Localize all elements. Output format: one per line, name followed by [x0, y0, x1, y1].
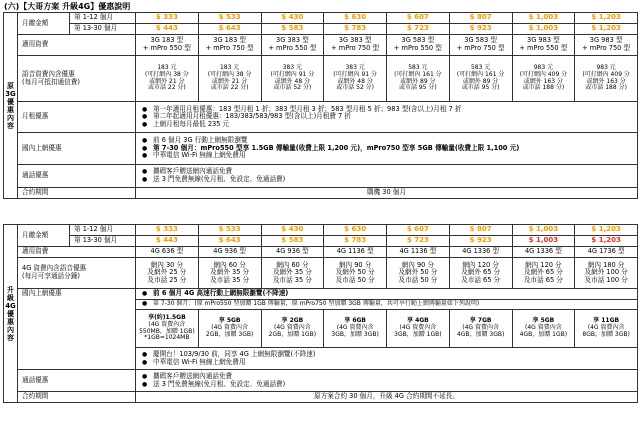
voice-cell: 網內 90 分 及網外 50 分 及市話 50 分: [387, 258, 450, 289]
net-second: [136, 300, 638, 310]
list-item: ● 前 6 個月 3G 行動上網無限瀏覽: [142, 137, 637, 145]
list-item: ● 第一年適用月租優惠：183 型月租 1 折；383 型月租 3 折；583 型月租 5 折；983 型(含以上)月租 7 折: [142, 106, 637, 114]
list-item: ● 中華電信 Wi-Fi 無線上網免費用: [142, 359, 637, 367]
fee-cell: 4G 1336 型: [449, 247, 512, 258]
data-cell: 享 2GB (4G 資費內含 2GB，加贈 1GB): [261, 310, 324, 348]
data-cell: 享 7GB (4G 資費內含 4GB，加贈 3GB): [449, 310, 512, 348]
price-cell: $ 1,003: [512, 236, 575, 247]
fee-cell: 4G 1136 型: [324, 247, 387, 258]
list-item: ● 上網月租每月最低 235 元: [142, 121, 637, 129]
price-cell: $ 533: [198, 13, 261, 24]
price-cell: $ 1,003: [512, 24, 575, 35]
fee-cell: 3G 583 型 + mPro 750 型: [449, 35, 512, 56]
price-cell: $ 807: [449, 225, 512, 236]
fee-cell: 3G 383 型 + mPro 750 型: [324, 35, 387, 56]
price-cell: $ 1,203: [575, 13, 638, 24]
voice-cell: 183 元 (可打網內 38 分 或網外 21 分 或市話 22 分): [136, 56, 199, 102]
price-cell: $ 723: [387, 24, 450, 35]
original-3g-table: [3, 12, 638, 199]
voice-cell: 183 元 (可打網內 38 分 或網外 21 分 或市話 22 分): [198, 56, 261, 102]
price-cell: $ 807: [449, 13, 512, 24]
fee-cell: 3G 183 型 + mPro 750 型: [198, 35, 261, 56]
price-cell: $ 607: [387, 225, 450, 236]
price-cell: $ 430: [261, 13, 324, 24]
page-title: (六)【大哥方案 升級4G】優惠說明: [4, 2, 131, 11]
net-first: [136, 289, 638, 300]
data-cell: 享 4GB (4G 資費內含 3GB，加贈 1GB): [387, 310, 450, 348]
fee-cell: 4G 1336 型: [512, 247, 575, 258]
price-cell: $ 1,203: [575, 236, 638, 247]
fee-cell: 4G 1736 型: [575, 247, 638, 258]
price-cell: $ 533: [198, 225, 261, 236]
price-cell: $ 723: [387, 236, 450, 247]
voice-cell: 網內 180 分 及網外 100 分 及市話 100 分: [575, 258, 638, 289]
voice-cell: 網內 30 分 及網外 25 分 及市話 25 分: [136, 258, 199, 289]
price-cell: $ 1,203: [575, 225, 638, 236]
data-cell: 享 5GB (4G 資費內含 2GB，加贈 3GB): [198, 310, 261, 348]
voice-cell: 583 元 (可打網內 161 分 或網外 89 分 或市話 95 分): [449, 56, 512, 102]
list-item: ● 第二年起適用月租優惠：183/383/583/983 型(含以上)月租費 7 折: [142, 113, 637, 121]
price-cell: $ 443: [136, 236, 199, 247]
list-item: ● 第 7-30 個月：(原 mPro550 型加贈 1GB 傳輸量，原 mPro750 型加贈 3GB 傳輸量，共可享行動上網傳輸量如下列說明): [142, 301, 637, 308]
call-list: [136, 370, 638, 392]
price-cell: $ 443: [136, 24, 199, 35]
list-item: ● 送 3 門免費無線(免月租、免設定、免通話費): [142, 381, 637, 389]
voice-cell: 網內 60 分 及網外 35 分 及市話 35 分: [261, 258, 324, 289]
price-cell: $ 630: [324, 13, 387, 24]
monthly-discount-list: [136, 102, 638, 133]
voice-cell: 983 元 (可打網內 409 分 或網外 163 分 或市話 188 分): [575, 56, 638, 102]
fee-cell: 3G 183 型 + mPro 550 型: [136, 35, 199, 56]
voice-cell: 網內 90 分 及網外 50 分 及市話 50 分: [324, 258, 387, 289]
net-extra-list: [136, 348, 638, 370]
fee-label: 適用資費: [18, 35, 136, 56]
net-label: 國內上網優惠: [18, 289, 136, 370]
price-cell: $ 923: [449, 236, 512, 247]
list-item: ● 第 7-30 個月：mPro550 型享 1.5GB 傳輸量(收費上限 1,200 元)，mPro750 型享 5GB 傳輸量(收費上限 1,100 元): [142, 145, 637, 153]
voice-cell: 383 元 (可打網內 91 分 或網外 48 分 或市話 52 分): [324, 56, 387, 102]
price-cell: $ 583: [261, 24, 324, 35]
call-list: [136, 165, 638, 188]
contract-value: 購機 30 個月: [136, 188, 638, 199]
data-cell: 享 5GB (4G 資費內含 4GB，加贈 1GB): [512, 310, 575, 348]
price-cell: $ 1,203: [575, 24, 638, 35]
price-cell: $ 783: [324, 24, 387, 35]
price-cell: $ 643: [198, 24, 261, 35]
price-cell: $ 607: [387, 13, 450, 24]
section-label-4g: 升級4G優惠內容: [4, 225, 18, 403]
list-item: ● 前 6 個月 4G 高速行動上網無限瀏覽(不降速): [142, 290, 637, 298]
price-cell: $ 333: [136, 225, 199, 236]
voice-cell: 383 元 (可打網內 91 分 或網外 48 分 或市話 52 分): [261, 56, 324, 102]
list-item: ● 攜碼客戶贈送網內通話免費: [142, 168, 637, 176]
price-cell: $ 783: [324, 236, 387, 247]
voice-cell: 網內 120 分 及網外 65 分 及市話 65 分: [449, 258, 512, 289]
voice-label: 語音資費內含優惠 (每月可抵扣通信費): [18, 56, 136, 102]
fee-label: 適用資費: [18, 247, 136, 258]
period-2-label: 第 13-30 個月: [70, 236, 136, 247]
monthly-fee-label: 月繳金額: [18, 13, 70, 35]
list-item: ● 送 3 門免費無線(免月租、免設定、免通話費): [142, 176, 637, 184]
contract-value: 原方案合約 30 個月，升級 4G 合約期間不延長。: [136, 392, 638, 403]
monthly-fee-label: 月繳金額: [18, 225, 70, 247]
fee-cell: 3G 583 型 + mPro 550 型: [387, 35, 450, 56]
net-label: 國內上網優惠: [18, 133, 136, 165]
price-cell: $ 583: [261, 236, 324, 247]
voice-cell: 網內 60 分 及網外 35 分 及市話 35 分: [198, 258, 261, 289]
price-cell: $ 630: [324, 225, 387, 236]
fee-cell: 4G 936 型: [198, 247, 261, 258]
voice-label: 4G 資費內含語音優惠 (每月可享通話分鐘): [18, 258, 136, 289]
list-item: ● 慶開台！103/9/30 前，同享 4G 上網無限瀏覽(不降速): [142, 351, 637, 359]
fee-cell: 3G 983 型 + mPro 550 型: [512, 35, 575, 56]
data-cell: 享(約)1.5GB (4G 資費內含 550MB，加贈 1GB) *1GB=1024MB: [136, 310, 199, 348]
fee-cell: 3G 983 型 + mPro 750 型: [575, 35, 638, 56]
voice-cell: 983 元 (可打網內 409 分 或網外 163 分 或市話 188 分): [512, 56, 575, 102]
voice-cell: 583 元 (可打網內 161 分 或網外 89 分 或市話 95 分): [387, 56, 450, 102]
contract-label: 合約期間: [18, 188, 136, 199]
upgrade-4g-table: [3, 224, 638, 403]
fee-cell: 4G 936 型: [261, 247, 324, 258]
fee-cell: 4G 636 型: [136, 247, 199, 258]
list-item: ● 攜碼客戶贈送網內通話免費: [142, 373, 637, 381]
period-1-label: 第 1-12 個月: [70, 225, 136, 236]
data-cell: 享 11GB (4G 資費內含 8GB，加贈 3GB): [575, 310, 638, 348]
price-cell: $ 643: [198, 236, 261, 247]
price-cell: $ 333: [136, 13, 199, 24]
section-label-3g: 原3G優惠內容: [4, 13, 18, 199]
contract-label: 合約期間: [18, 392, 136, 403]
net-list: [136, 133, 638, 165]
call-label: 通話優惠: [18, 370, 136, 392]
price-cell: $ 430: [261, 225, 324, 236]
list-item: ● 中華電信 Wi-Fi 無線上網免費用: [142, 152, 637, 160]
price-cell: $ 1,003: [512, 13, 575, 24]
price-cell: $ 923: [449, 24, 512, 35]
fee-cell: 3G 383 型 + mPro 550 型: [261, 35, 324, 56]
fee-cell: 4G 1136 型: [387, 247, 450, 258]
price-cell: $ 1,003: [512, 225, 575, 236]
call-label: 通話優惠: [18, 165, 136, 188]
monthly-discount-label: 月租優惠: [18, 102, 136, 133]
data-cell: 享 6GB (4G 資費內含 3GB，加贈 3GB): [324, 310, 387, 348]
voice-cell: 網內 120 分 及網外 65 分 及市話 65 分: [512, 258, 575, 289]
period-2-label: 第 13-30 個月: [70, 24, 136, 35]
period-1-label: 第 1-12 個月: [70, 13, 136, 24]
